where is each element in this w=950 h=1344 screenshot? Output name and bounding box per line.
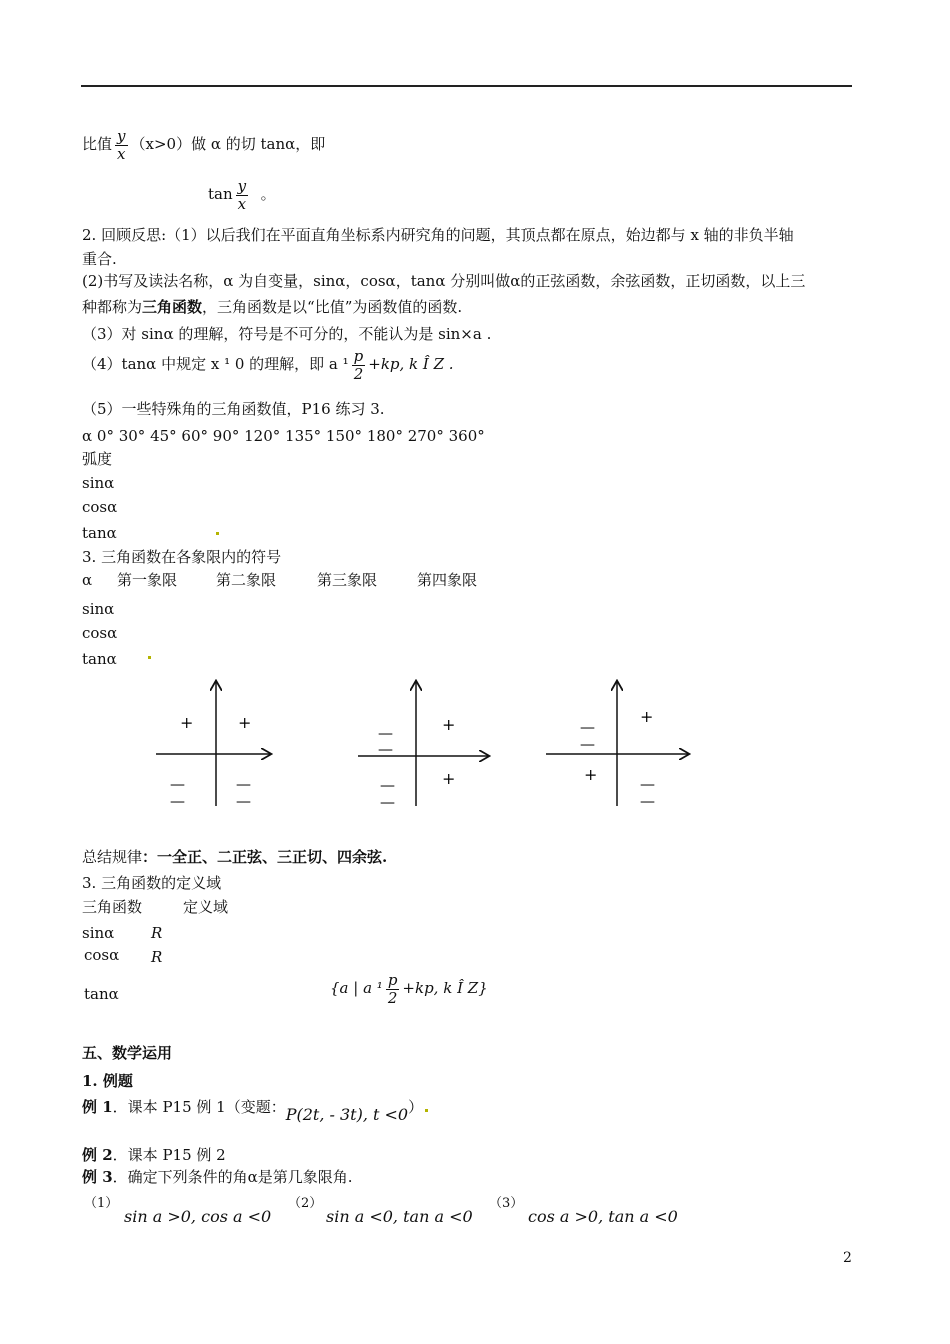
review-line-3: (2)书写及读法名称，α 为自变量，sinα，cosα，tanα 分别叫做α的正弦函数，余弦函数，正切函数，以上三: [82, 272, 806, 290]
domain-col-domain: 定义域: [183, 898, 229, 916]
sin-sign-diagram: [150, 676, 280, 810]
summary-line: [82, 848, 387, 866]
review-line-4-start: 种都称为: [82, 298, 143, 316]
special-row-sin: sinα: [82, 474, 115, 492]
signs-row-cos: cosα: [82, 624, 118, 642]
tan-fraction: [236, 178, 248, 212]
pi-numerator: p: [353, 347, 364, 365]
example-2-text: ．课本 P15 例 2: [112, 1146, 226, 1164]
quadrant-sign-minus: —: [640, 775, 655, 793]
quadrant-sign-plus: +: [238, 713, 252, 732]
quadrant-1-label: 第一象限: [117, 571, 178, 589]
pi-over-2-fraction: [352, 348, 366, 382]
fraction-numerator: y: [117, 127, 126, 145]
ratio-fraction: [115, 128, 127, 162]
example-3-text: ．确定下列条件的角α是第几象限角.: [112, 1168, 353, 1186]
quadrant-sign-plus: +: [442, 769, 456, 788]
quadrant-sign-minus: —: [640, 792, 655, 810]
special-angle-header: α 0° 30° 45° 60° 90° 120° 135° 150° 180° 270° 360°: [82, 427, 485, 445]
example-1-close: ）: [408, 1098, 424, 1116]
quadrant-sign-plus: +: [442, 715, 456, 734]
special-row-radian: 弧度: [82, 450, 113, 468]
tan-fraction-denominator: x: [237, 194, 247, 213]
review-line-6-end: +kp, k Î Z .: [368, 355, 454, 373]
tan-domain-end: +kp, k Î Z}: [402, 979, 488, 997]
special-row-tan: tanα: [82, 524, 117, 542]
domain-tan-value: [330, 972, 488, 1006]
ratio-prefix: 比值: [82, 135, 113, 153]
condition-1-expr: sin a >0, cos a <0: [124, 1207, 272, 1226]
fraction-denominator: x: [117, 144, 126, 163]
condition-3-expr: cos a >0, tan a <0: [528, 1207, 678, 1226]
decorative-dot: [425, 1109, 428, 1112]
domain-cos-value: R: [151, 948, 163, 966]
signs-header-alpha: α: [82, 571, 93, 589]
quadrant-sign-minus: —: [378, 740, 393, 758]
domain-col-function: 三角函数: [82, 898, 143, 916]
signs-title: 3. 三角函数在各象限内的符号: [82, 548, 282, 566]
example-2: [82, 1146, 226, 1164]
quadrant-sign-plus: +: [584, 765, 598, 784]
page-number: 2: [843, 1250, 852, 1266]
decorative-dot: [148, 656, 151, 659]
domain-tan: tanα: [84, 985, 119, 1003]
quadrant-sign-minus: —: [170, 775, 185, 793]
quadrant-4-label: 第四象限: [417, 571, 478, 589]
review-line-6: [82, 348, 454, 382]
tan-sign-diagram: [540, 676, 695, 810]
signs-row-tan: tanα: [82, 650, 117, 668]
condition-2-expr: sin a <0, tan a <0: [326, 1207, 473, 1226]
decorative-dot: [216, 532, 219, 535]
domain-cos: cosα: [84, 946, 120, 964]
quadrant-sign-minus: —: [236, 775, 251, 793]
signs-row-sin: sinα: [82, 600, 115, 618]
quadrant-sign-minus: —: [236, 792, 251, 810]
domain-sin-value: R: [151, 924, 163, 942]
quadrant-2-label: 第二象限: [216, 571, 277, 589]
review-line-6-start: （4）tanα 中规定 x ¹ 0 的理解，即 a ¹: [82, 355, 349, 373]
header-rule: [81, 85, 852, 87]
condition-2-number: （2）: [288, 1196, 323, 1211]
quadrant-sign-plus: +: [640, 707, 654, 726]
quadrant-sign-minus: —: [380, 793, 395, 810]
example-3: [82, 1168, 353, 1186]
summary-rule: ：一全正、二正弦、三正切、四余弦.: [142, 848, 388, 866]
review-line-1: 2. 回顾反思:（1）以后我们在平面直角坐标系内研究角的问题，其顶点都在原点，始边都与 x 轴的非负半轴: [82, 226, 794, 244]
review-line-4: [82, 298, 462, 316]
tan-domain-numerator: p: [387, 971, 398, 989]
tan-domain-denominator: 2: [387, 988, 398, 1007]
pi-denominator: 2: [353, 364, 364, 383]
cos-sign-diagram: [352, 676, 497, 810]
example-3-label: 例 3: [82, 1168, 113, 1186]
review-line-2: 重合.: [82, 250, 117, 268]
quadrant-sign-minus: —: [580, 735, 595, 753]
example-1-text: ．课本 P15 例 1（变题：: [112, 1098, 286, 1116]
quadrant-sign-minus: —: [378, 724, 393, 742]
tan-definition-line: [82, 128, 325, 162]
condition-3-number: （3）: [489, 1196, 524, 1211]
example-1-label: 例 1: [82, 1098, 113, 1116]
ratio-condition: （x>0）做 α 的切 tanα，即: [130, 135, 326, 153]
example-2-label: 例 2: [82, 1146, 113, 1164]
apply-title: 五、数学运用: [82, 1044, 173, 1062]
tan-fraction-numerator: y: [237, 177, 247, 195]
tan-formula: [208, 178, 276, 212]
review-line-7: （5）一些特殊角的三角函数值，P16 练习 3.: [82, 400, 385, 418]
example-1: [82, 1097, 428, 1124]
examples-subtitle: 1. 例题: [82, 1072, 133, 1090]
summary-label: 总结规律: [82, 848, 143, 866]
quadrant-sign-minus: —: [580, 718, 595, 736]
trig-functions-term: 三角函数: [142, 298, 203, 316]
tan-label: tan: [208, 185, 233, 203]
quadrant-3-label: 第三象限: [317, 571, 378, 589]
quadrant-sign-minus: —: [170, 792, 185, 810]
tan-domain-fraction: [386, 972, 400, 1006]
example-1-math: P(2t, - 3t), t <0: [285, 1105, 409, 1124]
domain-sin: sinα: [82, 924, 115, 942]
condition-1-number: （1）: [84, 1196, 119, 1211]
tan-suffix: 。: [260, 185, 276, 203]
tan-domain-start: {a | a ¹: [330, 979, 383, 997]
special-row-cos: cosα: [82, 498, 118, 516]
quadrant-sign-plus: +: [180, 713, 194, 732]
quadrant-sign-minus: —: [380, 776, 395, 794]
domain-title: 3. 三角函数的定义域: [82, 874, 222, 892]
review-line-5: （3）对 sinα 的理解，符号是不可分的，不能认为是 sin×a .: [82, 325, 492, 343]
review-line-4-end: ，三角函数是以“比值”为函数值的函数.: [202, 298, 463, 316]
